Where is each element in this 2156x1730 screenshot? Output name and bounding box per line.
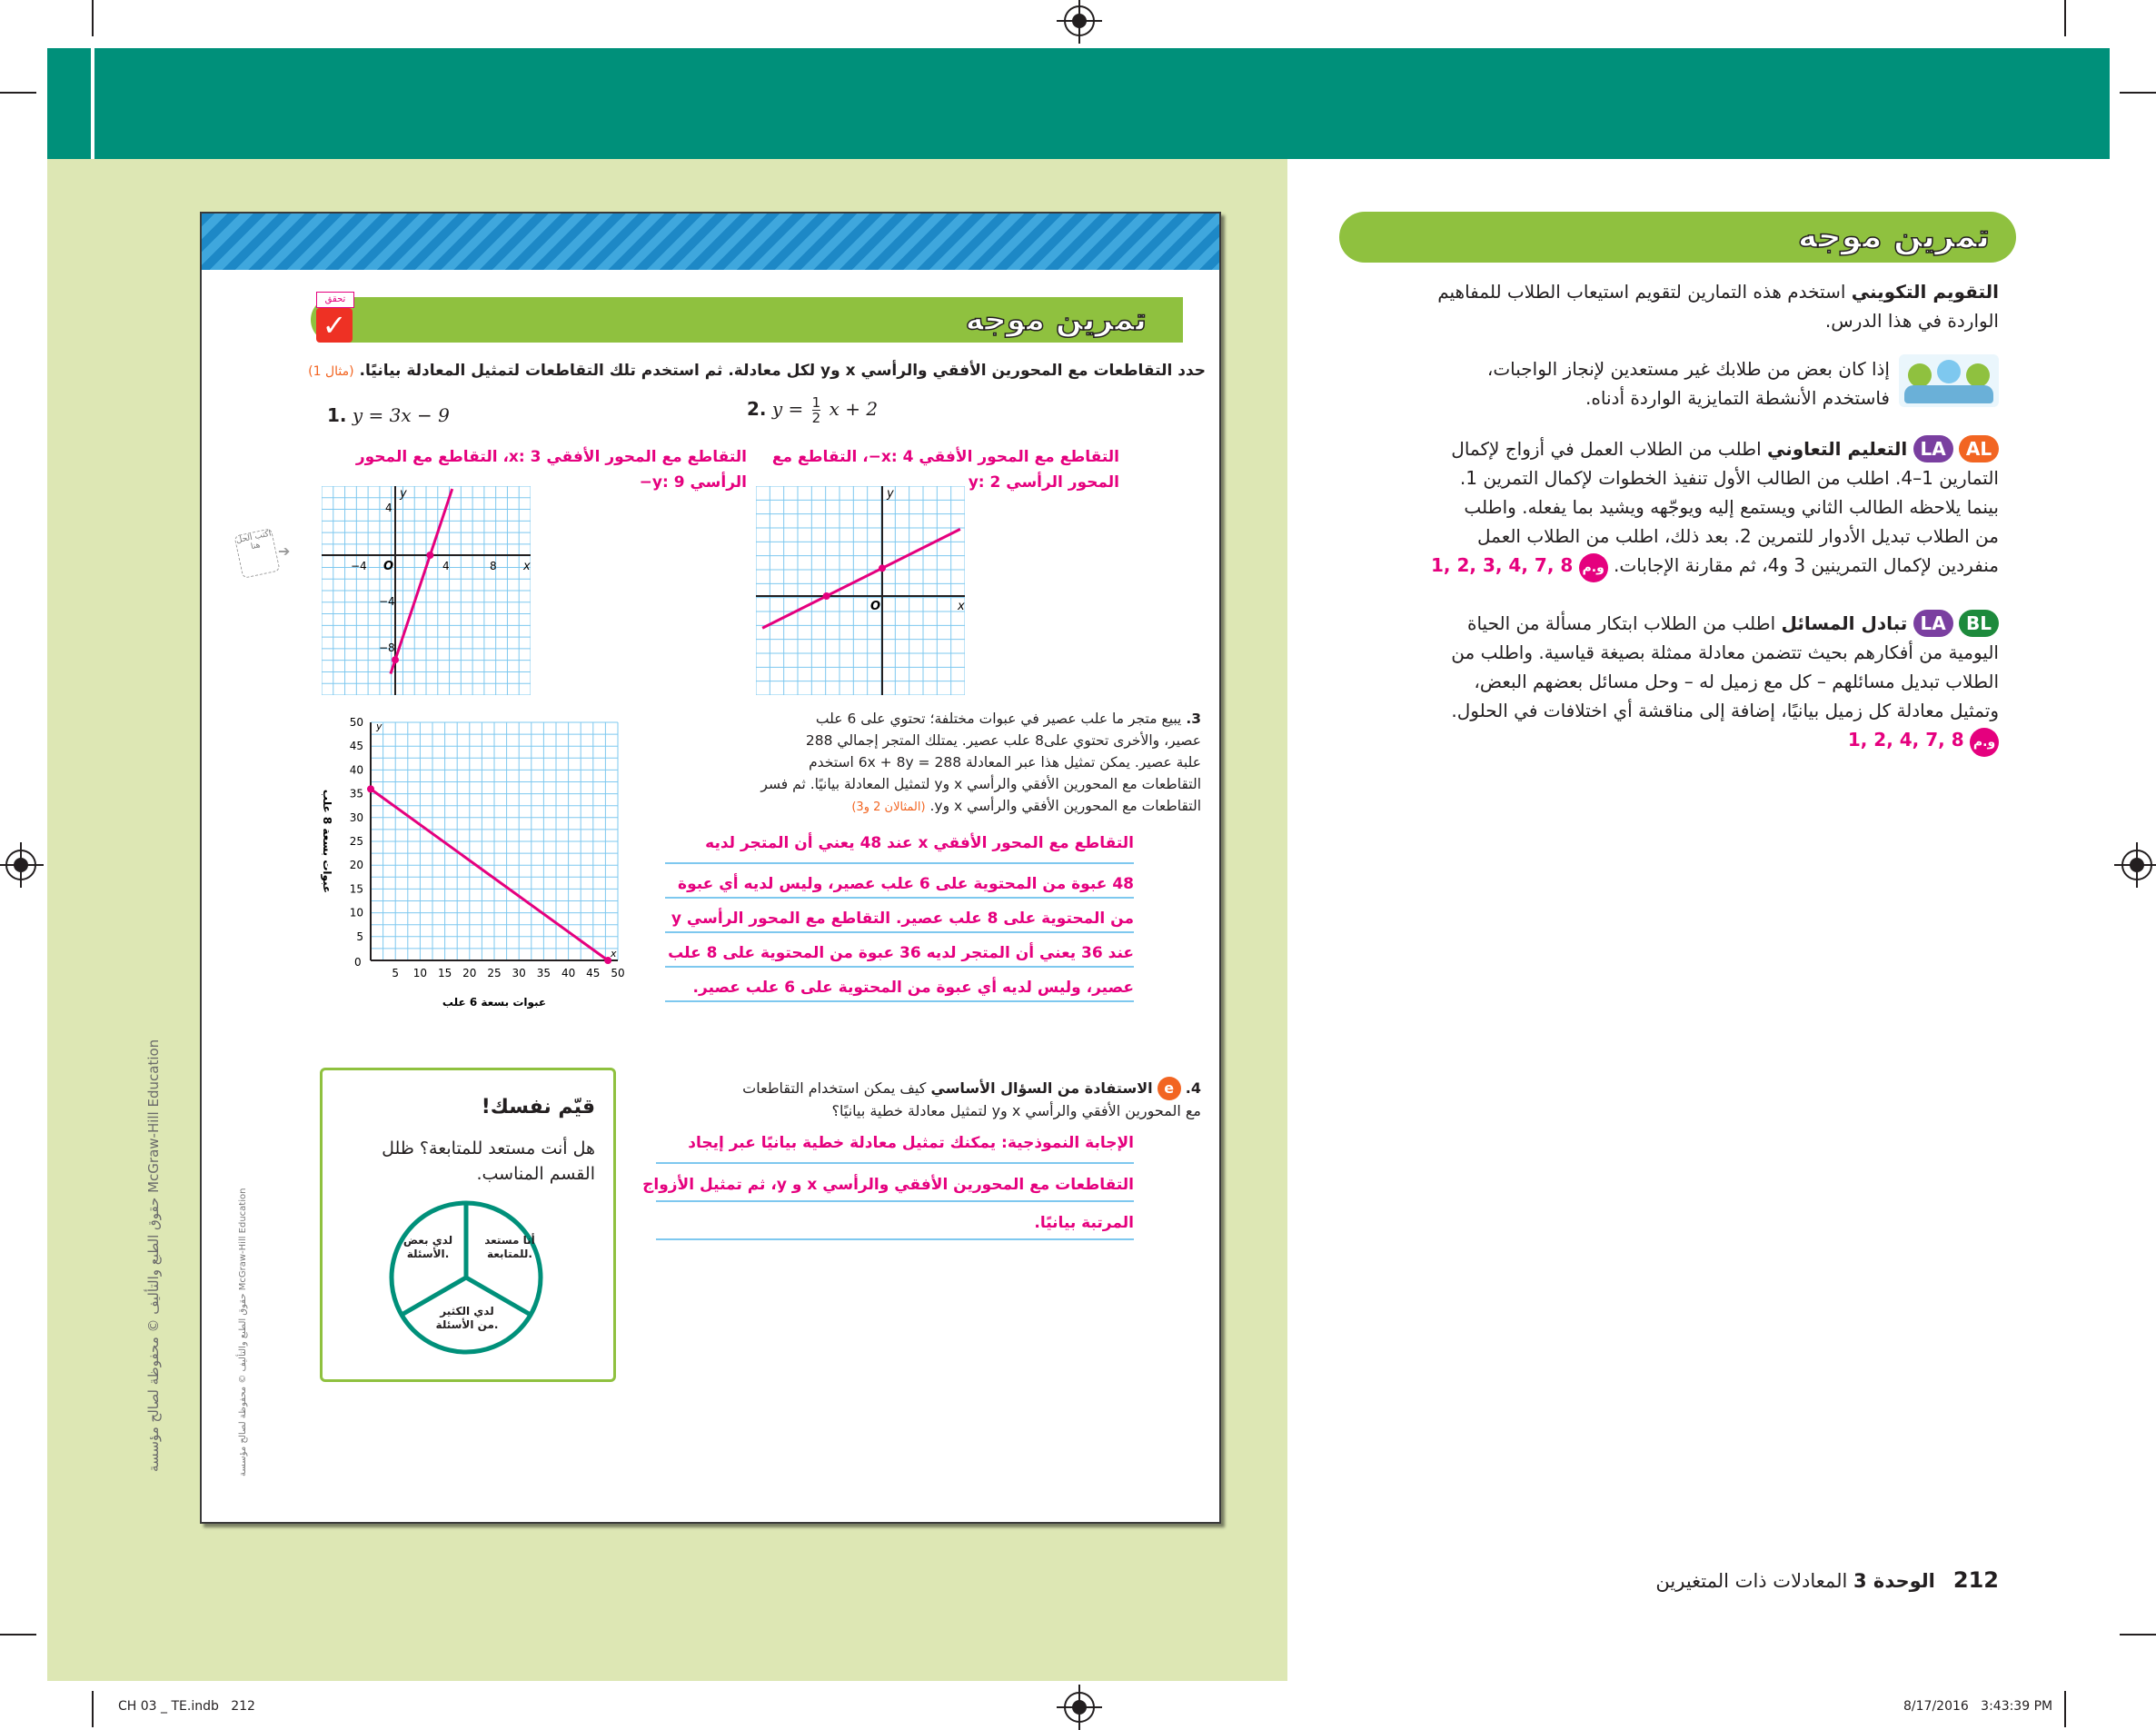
y-tick-label: 40: [349, 763, 363, 777]
x-tick-label: −4: [351, 560, 367, 572]
level-badge-al: AL: [1959, 435, 1999, 462]
crop-mark: [2120, 1634, 2156, 1636]
graph-ex1: [322, 486, 531, 695]
y-tick-label: 35: [349, 787, 363, 800]
answer-line: التقاطع مع المحور الأفقي x عند 48 يعني أن المتجر لديه: [665, 830, 1134, 864]
write-here-tag: اكتب الحل هنا: [233, 528, 280, 579]
y-tick-label: 10: [349, 906, 363, 920]
student-copyright: حقوق الطبع والتأليف © محفوظة لصالح مؤسسة McGraw-Hill Education: [238, 1188, 248, 1476]
y-tick-label: −8: [379, 641, 395, 654]
crop-mark: [2064, 0, 2066, 36]
answer-line: 48 عبوة من المحتوية على 6 علب عصير، وليس لديه أي عبوة: [665, 864, 1134, 899]
ex1-answer-line1: التقاطع مع المحور الأفقي x: 3، التقاطع مع المحور: [355, 448, 747, 466]
answer-line: المرتبة بيانيًا.: [656, 1202, 1134, 1240]
level-badge-bl: BL: [1959, 610, 1999, 637]
guided-practice-title: تمرين موجه: [965, 302, 1147, 338]
y-tick-label: 5: [356, 930, 363, 943]
teacher-title: تمرين موجه: [1797, 218, 1990, 255]
x-tick-label: 15: [437, 967, 452, 979]
crop-mark: [2120, 92, 2156, 94]
crop-mark: [0, 1634, 36, 1636]
level-badge-la: LA: [1913, 435, 1953, 462]
x-axis-label: x: [611, 948, 617, 959]
essential-question-icon: e: [1157, 1077, 1181, 1100]
page-number: 212: [1952, 1567, 1999, 1593]
instructions: حدد التقاطعات مع المحورين الأفقي والرأسي x وy لكل معادلة. ثم استخدم تلك التقاطعات لتمثيل المعادلة بيانيًا. (مثال 1): [308, 362, 1206, 380]
x-tick-label: 50: [611, 967, 625, 979]
ex4-answers: [642, 1128, 1134, 1240]
crop-mark: [92, 0, 94, 36]
ex2-answer-line2: المحور الرأسي y: 2: [968, 473, 1119, 492]
x-tick-label: 10: [412, 967, 428, 979]
slug-date: 8/17/2016 3:43:39 PM: [1903, 1699, 2053, 1714]
check-label: تحقق: [316, 292, 354, 308]
ex3-text: 3. يبيع متجر ما علب عصير في عبوات مختلفة؛ تحتوي على 6 علب عصير، والأخرى تحتوي على8 علب عصير. يمتلك المتجر إجمالي 288 علبة عصير. يمكن تمثيل هذا عبر المعادلة 6x + 8y = 288 استخدم التقاطعات مع المحورين الأفقي والرأسي x وy لتمثيل المعادلة بيانيًا. ثم فسر التقاطعات مع المحورين الأفقي والرأسي x وy. (المثالان 2 و3): [760, 711, 1201, 814]
problem-exchange: BL LA تبادل المسائل اطلب من الطلاب ابتكار مسألة من الحياة اليومية من أفكارهم بحيث تتضمن معادلة ممثلة بصيغة قياسية. واطلب من الطلاب تبديل مسائلهم – كل مع زميل له – وحل مسائل بعضهم البعض، وتمثيل معادلة كل زميل بيانيًا، إضافة إلى مناقشة أي اختلافات في الحلول. و.م 1, 2, 4, 7, 8: [1336, 609, 1999, 757]
homework-list: 1, 2, 3, 4, 7, 8: [1431, 554, 1574, 576]
level-badge-la: LA: [1913, 610, 1953, 637]
rate-yourself-box: [320, 1068, 616, 1382]
header-band: [47, 48, 2110, 159]
answer-line: الإجابة النموذجية: يمكنك تمثيل معادلة خطية بيانيًا عبر إيجاد: [656, 1128, 1134, 1164]
registration-mark: [1064, 1692, 1095, 1723]
y-tick-label: 30: [349, 810, 363, 824]
unit-label: الوحدة 3: [1853, 1570, 1935, 1592]
crop-mark: [92, 1691, 94, 1727]
x-axis-label: x: [958, 600, 965, 613]
segment-some-questions[interactable]: لدي بعض الأسئلة.: [402, 1234, 453, 1260]
x-tick-label: 30: [512, 967, 526, 979]
registration-mark: [2121, 850, 2152, 880]
cooperative-learning: AL LA التعليم التعاوني اطلب من الطلاب العمل في أزواج لإكمال التمارين 1–4. اطلب من الطالب الأول تنفيذ الخطوات لإكمال التمرين 1. بينما يلاحظه الطالب الثاني ويستمع إليه ويوجّهه ويشيد بما يفعله. واطلب من الطلاب تبديل الأدوار للتمرين 2. بعد ذلك، اطلب من الطلاب العمل منفردين لإكمال التمرينين 3 و4، ثم مقارنة الإجابات. و.م 1, 2, 3, 4, 7, 8: [1336, 434, 1999, 582]
answer-line: عصير، وليس لديه أي عبوة من المحتوية على 6 علب عصير.: [665, 968, 1134, 1002]
x-tick-label: 4: [442, 560, 450, 572]
data-point: [367, 785, 374, 792]
data-point: [604, 957, 611, 964]
y-tick-label: 4: [385, 502, 392, 514]
y-axis-label: y: [887, 487, 894, 501]
answer-line: من المحتوية على 8 علب عصير. التقاطع مع المحور الرأسي y: [665, 899, 1134, 933]
homework-badge: و.م: [1579, 553, 1608, 582]
check-icon: تحقق ✓: [316, 292, 353, 348]
registration-mark: [5, 850, 36, 880]
series-line: [371, 789, 608, 960]
y-tick-label: 50: [349, 716, 363, 729]
homework-list: 1, 2, 4, 7, 8: [1847, 729, 1964, 751]
answer-line: عند 36 يعني أن المتجر لديه 36 عبوة من المحتوية على 8 علب: [665, 933, 1134, 968]
segment-ready[interactable]: أنا مستعد للمتابعة.: [484, 1234, 535, 1260]
ex2-equation: 2. y = $\frac{1}{2}$ x + 2: [747, 394, 879, 426]
arrow-icon: ➔: [278, 542, 291, 560]
data-point: [879, 564, 886, 572]
y-axis-label: y: [400, 487, 407, 501]
x-axis-title: عبوات بسعة 6 علب: [442, 996, 547, 1009]
x-tick-label: 40: [561, 967, 576, 979]
y-tick-label: 20: [349, 859, 363, 872]
students-icon: [1899, 354, 1999, 407]
crop-mark: [2064, 1691, 2066, 1727]
graph-ex3: [311, 713, 656, 1022]
y-tick-label: 15: [349, 882, 363, 896]
series-line: [762, 529, 960, 628]
unit-title: المعادلات ذات المتغيرين: [1655, 1570, 1848, 1592]
page-stripe: [202, 214, 1219, 270]
ex4-text: 4. e الاستفادة من السؤال الأساسي كيف يمكن استخدام التقاطعات مع المحورين الأفقي والرأسي x وy لتمثيل معادلة خطية بيانيًا؟: [647, 1077, 1201, 1122]
differentiation-note: إذا كان بعض من طلابك غير مستعدين لإنجاز الواجبات، فاستخدم الأنشطة التمايزية الواردة أدناه.: [1486, 358, 1890, 409]
ex1-answer-line2: الرأسي y: 9−: [639, 473, 747, 492]
y-axis-title: عبوات بسعة 8 علب: [321, 789, 333, 894]
x-tick-label: 20: [462, 967, 477, 979]
x-axis-label: x: [523, 560, 531, 573]
student-page: [200, 212, 1221, 1524]
answer-line: التقاطعات مع المحورين الأفقي والرأسي x و y، ثم تمثيل الأزواج: [656, 1164, 1134, 1202]
data-point: [426, 552, 433, 559]
vertical-copyright: حقوق الطبع والتأليف © محفوظة لصالح مؤسسة McGraw-Hill Education: [145, 1039, 162, 1472]
x-tick-label: 5: [392, 967, 400, 979]
y-tick-label: 45: [349, 740, 363, 753]
rate-question: هل أنت مستعد للمتابعة؟ ظلل القسم المناسب.: [382, 1138, 595, 1184]
page-footer: [1545, 1567, 1999, 1593]
zero-label: 0: [354, 956, 362, 969]
x-tick-label: 25: [487, 967, 502, 979]
rate-circle: [386, 1198, 546, 1357]
ex3-answers: [665, 830, 1134, 1002]
x-tick-label: 35: [536, 967, 551, 979]
formative-assessment: التقويم التكويني استخدم هذه التمارين لتقويم استيعاب الطلاب للمفاهيم الواردة في هذا الدرس.: [1437, 281, 1999, 332]
segment-many-questions[interactable]: لدي الكثير من الأسئلة.: [435, 1305, 499, 1331]
origin-label: O: [870, 600, 881, 613]
data-point: [392, 656, 399, 663]
graph-ex2: [756, 486, 965, 695]
crop-mark: [0, 92, 36, 94]
data-point: [823, 592, 830, 600]
y-axis-label: y: [376, 721, 383, 732]
y-tick-label: −4: [379, 595, 395, 608]
origin-label: O: [383, 560, 394, 573]
registration-mark: [1064, 5, 1095, 36]
ex1-equation: 1. y = 3x − 9: [327, 404, 450, 426]
slug-file: CH 03 _ TE.indb 212: [118, 1699, 255, 1714]
rate-title: قيّم نفسك!: [481, 1096, 595, 1119]
x-tick-label: 45: [586, 967, 601, 979]
y-tick-label: 25: [349, 835, 363, 848]
x-tick-label: 8: [490, 560, 497, 572]
homework-badge: و.م: [1970, 728, 1999, 757]
ex2-answer-line1: التقاطع مع المحور الأفقي x: 4−، التقاطع مع: [771, 448, 1119, 466]
series-line: [391, 489, 452, 674]
